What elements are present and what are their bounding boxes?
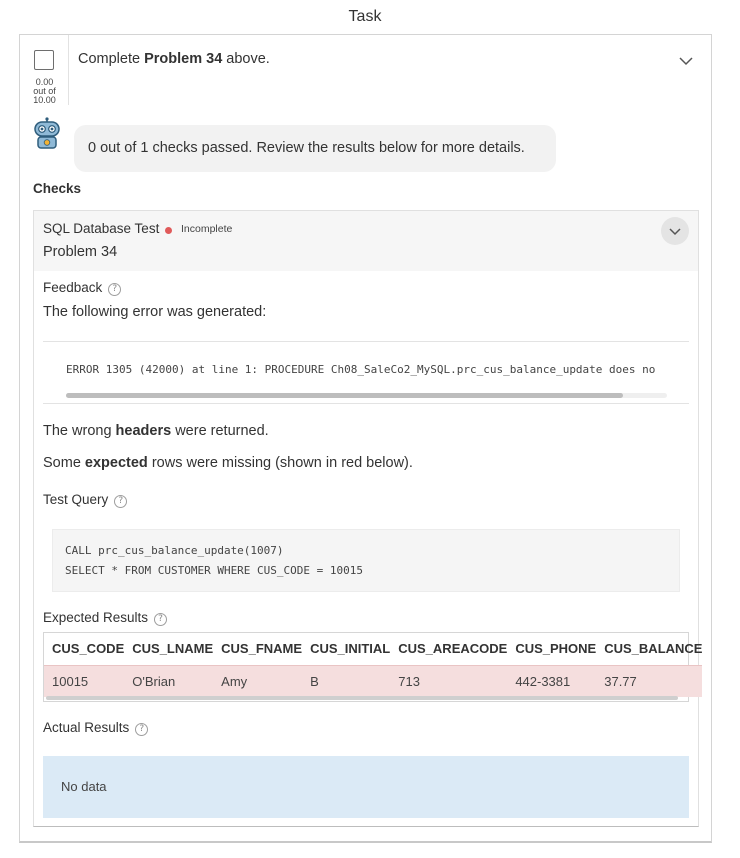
column-header: CUS_BALANCE [604, 641, 703, 657]
task-prefix: Complete [78, 51, 145, 67]
column-header: CUS_INITIAL [310, 641, 391, 657]
table-cell: 713 [390, 665, 507, 697]
table-cell: 37.77 [596, 665, 702, 697]
table-cell: B [302, 665, 390, 697]
task-checkbox[interactable] [34, 50, 54, 70]
chevron-down-icon [661, 217, 689, 245]
actual-results-label [43, 720, 148, 736]
error-scrollbar-thumb[interactable] [66, 393, 623, 398]
checkbox-column [20, 35, 69, 105]
error-box [43, 341, 689, 404]
query-line: SELECT * FROM CUSTOMER WHERE CUS_CODE = 10015 [65, 564, 364, 577]
rows-message [43, 455, 413, 471]
page-title: Task [348, 8, 382, 25]
column-header: CUS_LNAME [132, 641, 214, 657]
task-card [19, 34, 712, 843]
table-scrollbar[interactable] [46, 696, 678, 700]
table-cell: O'Brian [124, 665, 213, 697]
task-description [78, 51, 270, 67]
test-query-label [43, 492, 127, 508]
headers-message [43, 423, 269, 439]
help-icon[interactable]: ? [108, 283, 121, 296]
collapse-check-button[interactable] [661, 217, 689, 245]
expand-task-chevron-down-icon[interactable] [676, 51, 696, 71]
expected-results-label-text: Expected Results [43, 610, 149, 625]
check-panel [33, 210, 703, 827]
feedback-label [43, 280, 121, 296]
checks-heading: Checks [33, 181, 82, 196]
table-cell: 10015 [44, 665, 124, 697]
results-table [44, 633, 702, 697]
status-dot [165, 227, 172, 234]
check-header [34, 211, 698, 271]
task-suffix: above. [222, 51, 270, 67]
test-query-box [52, 529, 680, 592]
expected-results-label [43, 610, 167, 626]
score-max: 10.00 [33, 95, 56, 105]
score-out-of: out of [33, 86, 56, 96]
task-problem: Problem 34 [144, 51, 223, 67]
column-header: CUS_CODE [52, 641, 125, 657]
column-header: CUS_PHONE [515, 641, 597, 657]
feedback-intro: The following error was generated: [43, 304, 267, 320]
headers-msg-post: were returned. [171, 423, 269, 439]
score-display [26, 78, 63, 105]
column-header: CUS_AREACODE [398, 641, 508, 657]
rows-msg-bold: expected [84, 455, 148, 471]
table-cell: Amy [213, 665, 302, 697]
status-badge: Incomplete [181, 223, 233, 235]
headers-msg-pre: The wrong [43, 423, 116, 439]
error-message: ERROR 1305 (42000) at line 1: PROCEDURE Ch08_SaleCo2_MySQL.prc_cus_balance_update does no [66, 363, 656, 376]
query-line: CALL prc_cus_balance_update(1007) [65, 544, 284, 557]
check-title: SQL Database Test [43, 221, 160, 236]
table-row-missing [44, 665, 702, 697]
help-icon[interactable]: ? [154, 613, 167, 626]
column-header: CUS_FNAME [221, 641, 303, 657]
headers-msg-bold: headers [115, 423, 172, 439]
expected-results-table [43, 632, 703, 702]
summary-bubble: 0 out of 1 checks passed. Review the results below for more details. [74, 125, 556, 172]
actual-results-empty: No data [43, 756, 689, 818]
help-icon[interactable]: ? [114, 495, 127, 508]
rows-msg-pre: Some [43, 455, 85, 471]
error-scrollbar[interactable] [66, 393, 667, 398]
score-value: 0.00 [35, 77, 54, 87]
table-header-row [44, 633, 702, 665]
check-subtitle: Problem 34 [43, 244, 118, 260]
help-icon[interactable]: ? [135, 723, 148, 736]
feedback-label-text: Feedback [43, 280, 103, 295]
test-query-label-text: Test Query [43, 492, 109, 507]
robot-icon [32, 117, 62, 149]
table-cell: 442-3381 [507, 665, 596, 697]
rows-msg-post: rows were missing (shown in red below). [147, 455, 413, 471]
actual-results-label-text: Actual Results [43, 720, 130, 735]
